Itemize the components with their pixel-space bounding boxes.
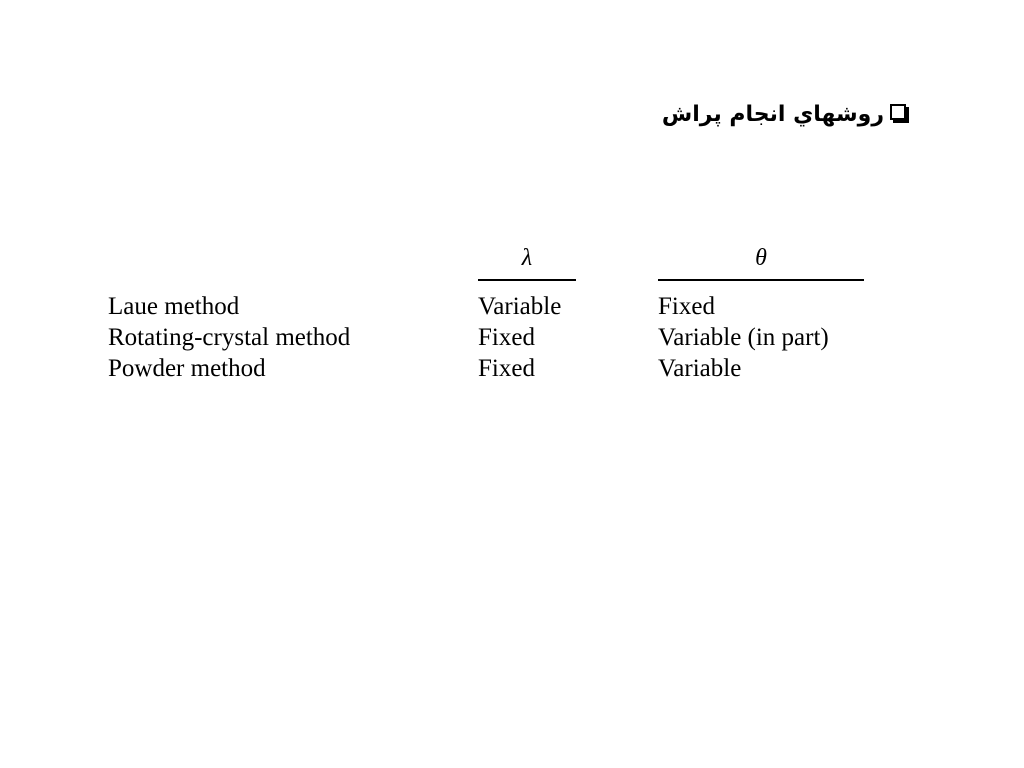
- theta-cell: Variable: [658, 355, 742, 382]
- table-row: [108, 353, 868, 384]
- method-cell: Rotating-crystal method: [108, 324, 351, 351]
- header-theta: [658, 243, 868, 279]
- diffraction-methods-table: [108, 243, 868, 384]
- lambda-cell: Fixed: [478, 324, 535, 351]
- header-rule-spacer: [108, 279, 478, 291]
- header-method: [108, 243, 478, 279]
- lambda-header-rule: [478, 279, 576, 281]
- table-row: [108, 322, 868, 353]
- slide-title: [662, 104, 906, 126]
- header-lambda-symbol: λ: [521, 245, 533, 271]
- method-cell: Powder method: [108, 355, 266, 382]
- lambda-cell: Fixed: [478, 355, 535, 382]
- method-cell: Laue method: [108, 293, 240, 320]
- theta-cell: Fixed: [658, 293, 715, 320]
- diffraction-methods-table-container: [108, 243, 888, 384]
- lambda-cell: Variable: [478, 293, 562, 320]
- theta-header-rule: [658, 279, 864, 281]
- header-rule-row: [108, 279, 868, 291]
- header-lambda: [478, 243, 658, 279]
- header-rule-theta-cell: [658, 279, 868, 291]
- checkbox-bullet-icon: [890, 104, 906, 120]
- header-theta-symbol: θ: [755, 245, 767, 271]
- header-rule-lambda-cell: [478, 279, 658, 291]
- table-header-row: [108, 243, 868, 279]
- slide-title-text: روشهاي انجام پراش: [661, 102, 884, 127]
- theta-cell: Variable (in part): [658, 324, 829, 351]
- table-row: [108, 291, 868, 322]
